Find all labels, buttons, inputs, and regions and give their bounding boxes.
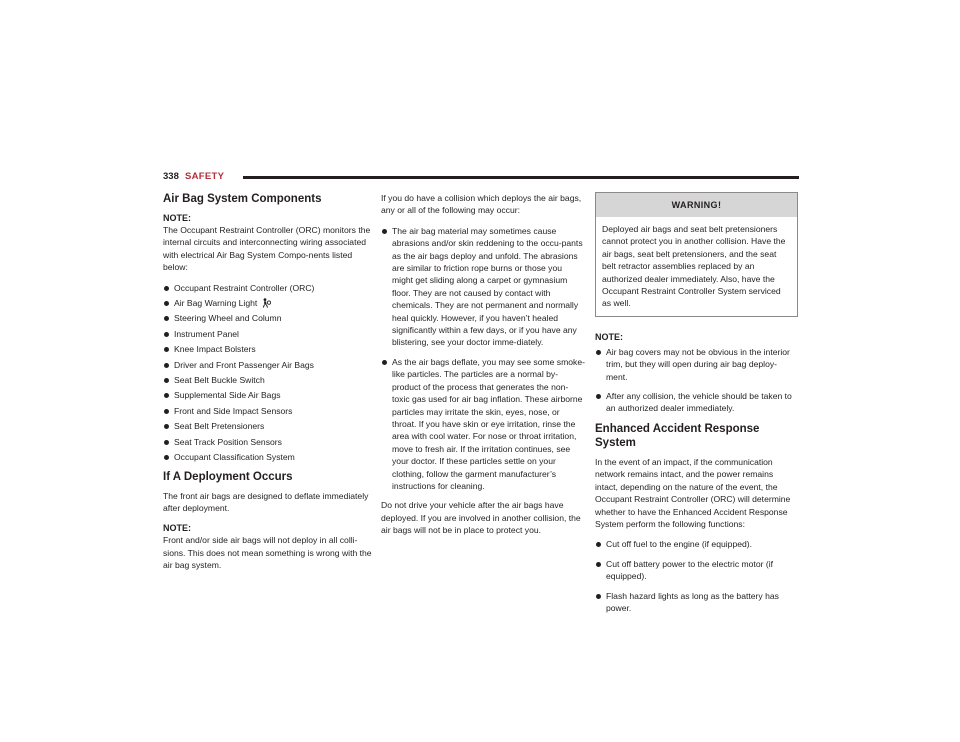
section-title: SAFETY — [185, 171, 225, 182]
note-text: Front and/or side air bags will not deploy in all colli-sions. This does not mean something is wrong with the air bag system. — [163, 535, 372, 571]
list-item: Seat Belt Buckle Switch — [163, 374, 375, 386]
ears-text: In the event of an impact, if the communication network remains intact, and the power remains intact, depending on the nature of the event, the Occupant Restraint Controller (ORC) will determine whether to have the Enhanced Accident Response System perform the following functions: — [595, 456, 791, 529]
ears-functions-list — [595, 538, 798, 614]
collision-effects-list — [381, 225, 585, 493]
column-right — [595, 192, 798, 621]
note-text: The Occupant Restraint Controller (ORC) monitors the internal circuits and interconnecting wiring associated with electrical Air Bag System Compo-nents listed below: — [163, 225, 371, 273]
list-item: Air Bag Warning Light — [163, 297, 375, 309]
list-item: Cut off battery power to the electric motor (if equipped). — [595, 558, 798, 583]
list-item: Instrument Panel — [163, 328, 375, 340]
note-label: NOTE: — [163, 213, 191, 223]
list-item: Occupant Classification System — [163, 451, 375, 463]
page-number: 338 — [163, 171, 179, 182]
list-item: Flash hazard lights as long as the battery has power. — [595, 590, 798, 615]
list-item: The air bag material may sometimes cause abrasions and/or skin reddening to the occu-pants as the air bags deploy and unfold. The abrasions are similar to friction rope burns or those you might get sliding along a carpet or gymnasium floor. They are not caused by contact with chemicals. They are not permanent and normally heal quickly. However, if you haven’t healed significantly within a few days, or if you have any blistering, see your doctor imme-diately. — [381, 225, 585, 349]
list-item: Occupant Restraint Controller (ORC) — [163, 282, 375, 294]
warning-title: WARNING! — [596, 193, 797, 217]
deployment-text: The front air bags are designed to deflate immediately after deployment. — [163, 490, 369, 513]
list-item: Seat Track Position Sensors — [163, 436, 375, 448]
warning-text: Deployed air bags and seat belt pretensioners cannot protect you in another collision. Have the air bags, seat belt pretensioners, and the seat belt retractor assemblies replaced by an authorized dealer immediately. Also, have the Occupant Restraint Controller System serviced as well. — [602, 224, 786, 309]
airbag-warning-icon — [262, 298, 271, 308]
list-item: Seat Belt Pretensioners — [163, 420, 375, 432]
list-item: After any collision, the vehicle should be taken to an authorized dealer immediately. — [595, 390, 798, 415]
column-left — [163, 192, 375, 580]
components-list — [163, 282, 375, 464]
list-item: Supplemental Side Air Bags — [163, 389, 375, 401]
warning-box — [595, 192, 798, 317]
note-label: NOTE: — [163, 523, 191, 534]
list-item: Air bag covers may not be obvious in the interior trim, but they will open during air bag deploy-ment. — [595, 346, 798, 383]
note-list — [595, 346, 798, 415]
column-middle — [381, 192, 585, 545]
header-rule — [243, 176, 799, 179]
heading-air-bag-components: Air Bag System Components — [163, 193, 322, 205]
heading-deployment: If A Deployment Occurs — [163, 470, 293, 483]
closing-text: Do not drive your vehicle after the air bags have deployed. If you are involved in another collision, the air bags will not be in place to protect you. — [381, 500, 581, 536]
list-item: Knee Impact Bolsters — [163, 343, 375, 355]
list-item: Front and Side Impact Sensors — [163, 405, 375, 417]
heading-enhanced-accident-response: Enhanced Accident Response System — [595, 422, 760, 449]
collision-intro: If you do have a collision which deploys the air bags, any or all of the following may occur: — [381, 193, 582, 216]
list-item: Cut off fuel to the engine (if equipped). — [595, 538, 798, 550]
page-header — [163, 171, 799, 185]
list-item: As the air bags deflate, you may see some smoke-like particles. The particles are a normal by-product of the process that generates the non-toxic gas used for air bag inflation. These airborne particles may irritate the skin, eyes, nose, or throat. If you have skin or eye irritation, rinse the area with cool water. For nose or throat irritation, move to fresh air. If the irritation continues, see your doctor. If these particles settle on your clothing, follow the garment manufacturer’s instructions for cleaning. — [381, 356, 585, 492]
list-item: Driver and Front Passenger Air Bags — [163, 359, 375, 371]
note-label: NOTE: — [595, 331, 623, 342]
list-item: Steering Wheel and Column — [163, 312, 375, 324]
